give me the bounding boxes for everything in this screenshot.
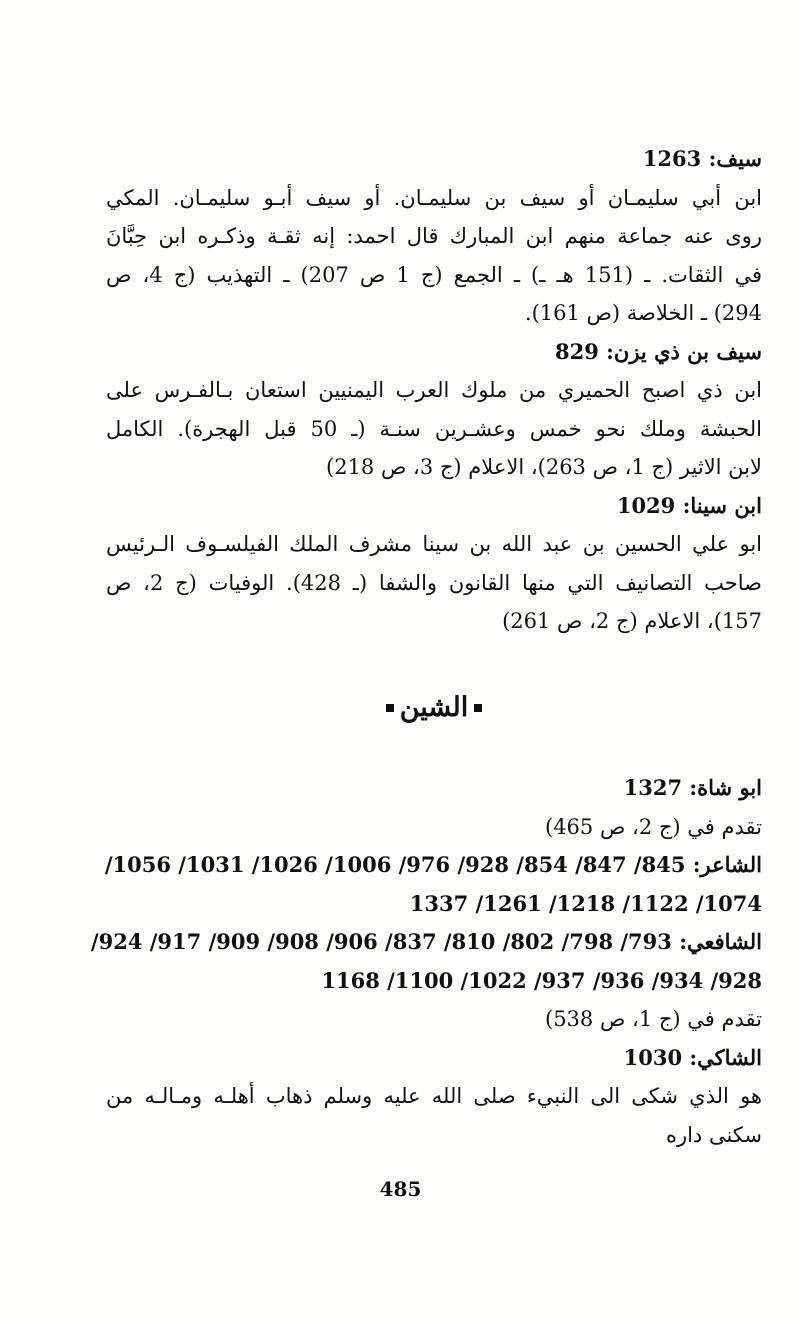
entry-line: تقدم في (ج 1، ص 538) (544, 1007, 762, 1031)
entry-heading: الشافعي: 793/ 798/ 802/ 810/ 837/ 906/ 908/ 909/ 917/ 924/ (90, 929, 762, 954)
page-number: 485 (379, 1177, 422, 1201)
entry-line: صاحب التصانيف التي منها القانون والشفا (ـ 428). الوفيات (ج 2، ص (106, 570, 762, 595)
entry-ibn-sina (106, 487, 762, 641)
square-bullet-icon (474, 704, 482, 712)
section-heading (106, 689, 762, 728)
entry-line: 294) ـ الخلاصة (ص 161). (524, 301, 762, 325)
entry-saif (106, 140, 762, 333)
entry-heading: الشاعر: 845/ 847/ 854/ 928/ 976/ 1006/ 1026/ 1031/ 1056/ (104, 852, 762, 877)
entry-line: 928/ 934/ 936/ 937/ 1022/ 1100/ 1168 (321, 967, 762, 993)
entry-line: ابو علي الحسين بن عبد الله بن سينا مشرف الملك الفيلسـوف الـرئيس (106, 532, 762, 556)
page-text (90, 140, 762, 1154)
entry-saif-dhi-yazan (106, 333, 762, 487)
entry-line: تقدم في (ج 2، ص 465) (544, 814, 762, 839)
entry-line: ابن أبي سليمـان أو سيف بن سليمـان. أو سيف أبـو سليمـان. المكي (106, 185, 762, 210)
entry-line: سكنى داره (665, 1122, 762, 1147)
entry-line: في الثقات. ـ (151 هـ ـ) ـ الجمع (ج 1 ص 207) ـ التهذيب (ج 4، ص (106, 262, 762, 287)
entry-al-shafii (90, 923, 762, 1039)
square-bullet-icon (386, 704, 394, 712)
entry-heading: سيف: 1263 (642, 146, 762, 171)
entry-heading: الشاكي: 1030 (623, 1044, 762, 1070)
entry-line: 157)، الاعلام (ج 2، ص 261) (502, 609, 762, 633)
entry-abu-shah (106, 769, 762, 846)
entry-heading: سيف بن ذي يزن: 829 (555, 338, 762, 364)
entry-line: 1074/ 1122/ 1218/ 1261/ 1337 (409, 890, 762, 916)
entry-line: الحبشة وملك نحو خمس وعشـرين سنـة (ـ 50 قبل الهجرة). الكامل (106, 416, 762, 441)
entry-line: ابن ذي اصبح الحميري من ملوك العرب اليمنيين استعان بـالفـرس على (106, 378, 762, 402)
entry-line: لابن الاثير (ج 1، ص 263)، الاعلام (ج 3، ص 218) (326, 455, 762, 479)
entry-line: روى عنه جماعة منهم ابن المبارك قال احمد: إنه ثقـة وذكـره ابن حِبَّانَ (106, 224, 762, 248)
section-heading-text: الشين (399, 691, 469, 723)
entry-line: هو الذي شكى الى النبيء صلى الله عليه وسلم ذهاب أهلـه ومـالـه من (106, 1084, 762, 1108)
entry-al-shaki (106, 1039, 762, 1155)
entry-al-shaer (106, 846, 762, 923)
entry-heading: ابو شاة: 1327 (623, 775, 762, 800)
entry-heading: ابن سينا: 1029 (616, 492, 762, 518)
